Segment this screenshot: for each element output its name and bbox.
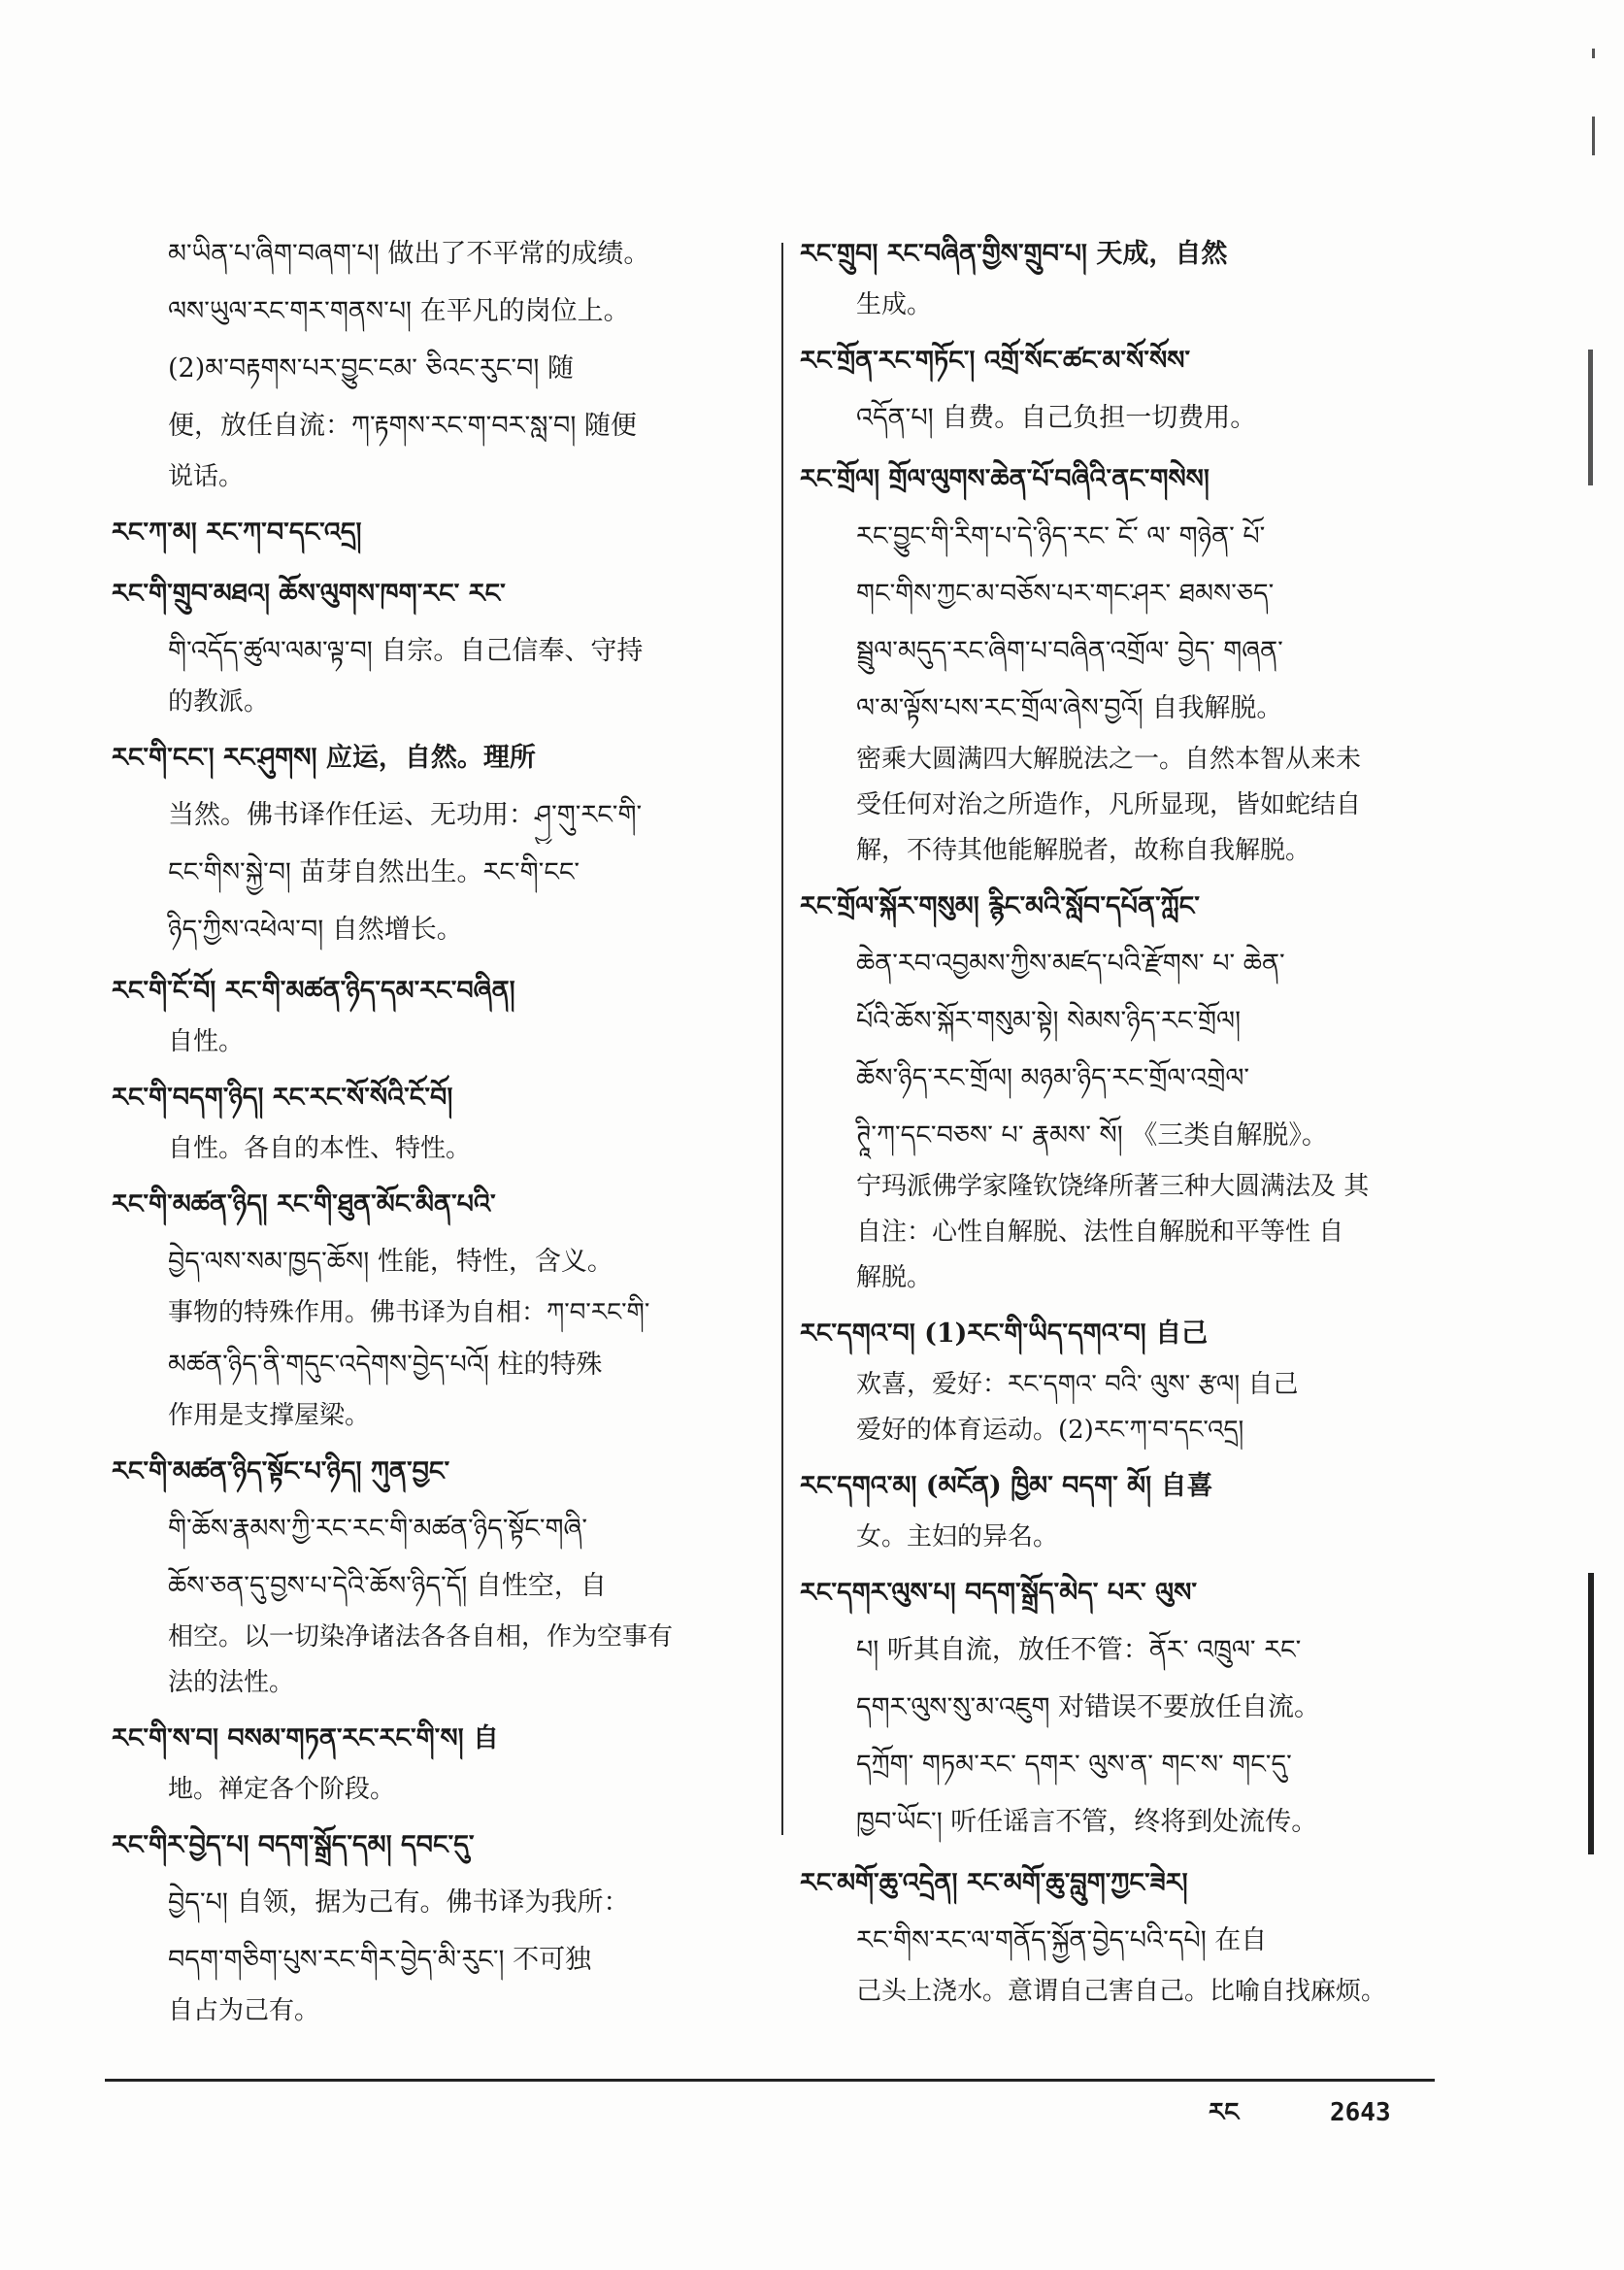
entry-headword-line: རང་ཀ་མ། རང་ཀ་བ་དང་འདྲ། (112, 517, 362, 548)
left-column (112, 225, 764, 2038)
entry-text-line: རང་གིས་རང་ལ་གནོད་སྐྱོན་བྱེད་པའི་དཔེ། 在自 (856, 1925, 1268, 1955)
entry-text-line: ལ་མ་ལྟོས་པས་རང་གྲོལ་ཞེས་བྱའོ། 自我解脱。 (856, 693, 1283, 723)
entry-definition-line: 生成。 (856, 290, 933, 319)
entry-text-line: བྱེད་ལས་སམ་ཁྱད་ཆོས། 性能，特性，含义。 (168, 1247, 613, 1277)
entry-definition-line: 自注：心性自解脱、法性自解脱和平等性 自 (856, 1218, 1344, 1247)
column-divider (781, 243, 783, 1835)
entry-text-line: 便，放任自流：ཀ་རྟགས་རང་ག་བར་སླ་བ། 随便 (168, 411, 637, 441)
entry-definition-line: 受任何对治之所造作，凡所显现，皆如蛇结自 (856, 790, 1362, 819)
dictionary-entry (800, 451, 1452, 874)
dictionary-entry (112, 565, 764, 725)
entry-definition-line: 相空。以一切染净诸法各各自相，作为空事有 (168, 1622, 674, 1652)
entry-definition-line: 女。主妇的异名。 (856, 1522, 1059, 1552)
entry-headword-line: རང་གི་མཚན་ཉིད་སྟོང་པ་ཉིད། ཀུན་བྱང་ (112, 1456, 450, 1486)
entry-text-line: གི་འདོད་ཚུལ་ལམ་ལྟ་བ། 自宗。自己信奉、守持 (168, 636, 644, 666)
entry-headword-line: རང་གྲུབ། རང་བཞིན་གྱིས་གྲུབ་པ། 天成，自然 (800, 239, 1228, 269)
entry-text-line: དགར་ལུས་སུ་མ་འཇུག 对错误不要放任自流。 (856, 1692, 1321, 1722)
entry-headword-line: རང་དགར་ལུས་པ། བདག་སྒྲོད་མེད་ པར་ ལུས་ (800, 1578, 1198, 1608)
edge-mark (1592, 49, 1595, 58)
entry-text-line: ཉིད་ཀྱིས་འཕེལ་བ། 自然增长。 (168, 915, 463, 945)
entry-text-line: ངང་གིས་སྐྱེ་བ། 苗芽自然出生。རང་གི་ངང་ (168, 857, 580, 887)
entry-definition-line: 爱好的体育运动。(2)རང་ཀ་བ་དང་འདྲ། (856, 1416, 1244, 1445)
entry-text-line: (2)མ་བརྟགས་པར་བྱུང་ངམ་ ཅིའང་རུང་བ། 随 (168, 353, 574, 384)
entry-text-line: ཆོས་ཅན་དུ་བྱས་པ་དེའི་ཆོས་ཉིད་དོ། 自性空，自 (168, 1571, 607, 1601)
dictionary-entry (800, 1564, 1452, 1851)
edge-mark (1592, 117, 1595, 155)
entry-headword-line: རང་གི་མཚན་ཉིད། རང་གི་ཐུན་མོང་མིན་པའི་ (112, 1189, 496, 1219)
entry-text-line: བདག་གཅིག་པུས་རང་གིར་བྱེད་མི་རུང་། 不可独 (168, 1945, 592, 1975)
entry-headword-line: རང་གི་ངང་། རང་ཤུགས། 应运，自然。理所 (112, 743, 536, 773)
entry-definition-line: 自性。各自的本性、特性。 (168, 1134, 472, 1163)
entry-headword-line: རང་གི་ངོ་བོ། རང་གི་མཚན་ཉིད་དམ་རང་བཞིན། (112, 976, 515, 1006)
entry-definition-line: 的教派。 (168, 687, 270, 717)
entry-text-line: གང་གིས་ཀྱང་མ་བཅོས་པར་གང་ཤར་ ཐམས་ཅད་ (856, 579, 1275, 609)
entry-text-line: འདོན་པ། 自费。自己负担一切费用。 (856, 403, 1257, 433)
right-column (800, 225, 1452, 2019)
entry-headword-line: རང་མགོ་ཆུ་འདྲེན། རང་མགོ་ཆུ་བླུག་ཀྱང་ཟེར། (800, 1868, 1188, 1898)
dictionary-entry (112, 1176, 764, 1439)
dictionary-entry (112, 962, 764, 1065)
entry-text-line: ལས་ཡུལ་རང་གར་གནས་པ། 在平凡的岗位上。 (168, 296, 630, 326)
dictionary-entry (800, 1305, 1452, 1453)
dictionary-entry (112, 1710, 764, 1813)
entry-text-line: རང་བྱུང་གི་རིག་པ་དེ་ཉིད་རང་ ངོ་ ལ་ གཉེན་ པོ་ (856, 521, 1266, 551)
entry-definition-line: 作用是支撑屋梁。 (168, 1401, 371, 1430)
dictionary-entry (112, 1069, 764, 1172)
entry-text-line: ཆེན་རབ་འབྱམས་ཀྱིས་མཛད་པའི་རྫོགས་ པ་ ཆེན་ (856, 949, 1285, 979)
entry-headword-line: རང་གི་ས་བ། བསམ་གཏན་རང་རང་གི་ས། 自 (112, 1723, 499, 1753)
entry-text-line: ཊཱི་ཀ་དང་བཅས་ པ་ རྣམས་ སོ། 《三类自解脱》。 (856, 1120, 1328, 1151)
bottom-rule (105, 2079, 1435, 2082)
entry-headword-line: རང་གྲོལ་སྐོར་གསུམ། རྙིང་མའི་སློབ་དཔོན་ཀློང་ (800, 891, 1200, 921)
dictionary-entry (800, 332, 1452, 447)
dictionary-entry (800, 1457, 1452, 1560)
entry-definition-line: 宁玛派佛学家隆钦饶绛所著三种大圆满法及 其 (856, 1172, 1370, 1201)
entry-headword-line: རང་གྲོན་རང་གཏོང་། འགྲོ་སོང་ཚང་མ་སོ་སོས་ (800, 346, 1191, 376)
entry-text-line: མཚན་ཉིད་ནི་གདུང་འདེགས་བྱེད་པའོ། 柱的特殊 (168, 1350, 603, 1380)
dictionary-entry (112, 1443, 764, 1706)
entry-definition-line: 欢喜，爱好：རང་དགའ་ བའི་ ལུས་ རྩལ། 自己 (856, 1370, 1299, 1399)
entry-headword-line: རང་དགའ་བ། (1)རང་གི་ཡིད་དགའ་བ། 自己 (800, 1319, 1209, 1349)
dictionary-entry (800, 878, 1452, 1301)
entry-definition-line: 法的法性。 (168, 1668, 295, 1697)
entry-text-line: མ་ཡིན་པ་ཞིག་བཞག་པ། 做出了不平常的成绩。 (168, 239, 650, 269)
entry-definition-line: 自性。 (168, 1027, 245, 1056)
dictionary-entry (112, 504, 764, 561)
entry-definition-line: 说话。 (168, 462, 245, 491)
entry-headword-line: རང་གི་བདག་ཉིད། རང་རང་སོ་སོའི་ངོ་བོ། (112, 1083, 453, 1113)
entry-text-line: པ། 听其自流，放任不管：ནོར་ འཁྲུལ་ རང་ (856, 1635, 1302, 1665)
dictionary-entry (112, 225, 764, 500)
running-head: རང (1209, 2098, 1240, 2127)
entry-text-line: གི་ཆོས་རྣམས་ཀྱི་རང་རང་གི་མཚན་ཉིད་སྟོང་གཞི་ (168, 1514, 588, 1544)
entry-text-line: ཁྱབ་ཡོང་། 听任谣言不管，终将到处流传。 (856, 1807, 1318, 1837)
dictionary-entry (112, 729, 764, 958)
entry-text-line: བྱེད་པ། 自领，据为己有。佛书译为我所： (168, 1887, 630, 1918)
entry-text-line: 当然。佛书译作任运、无功用：ཤྱུ་གུ་རང་གི་ (168, 800, 643, 830)
page-number: 2643 (1330, 2098, 1391, 2127)
edge-mark (1588, 1573, 1594, 1854)
entry-definition-line: 己头上浇水。意谓自己害自己。比喻自找麻烦。 (856, 1977, 1387, 2006)
entry-headword-line: རང་གྲོལ། གྲོལ་ལུགས་ཆེན་པོ་བཞིའི་ནང་གསེས། (800, 464, 1210, 494)
entry-text-line: སྦྲུལ་མདུད་རང་ཞིག་པ་བཞིན་འགྲོལ་ བྱེད་ གཞན་ (856, 636, 1283, 666)
entry-text-line: ཆོས་ཉིད་རང་གྲོལ། མཉམ་ཉིད་རང་གྲོལ་འགྲེལ་ (856, 1063, 1250, 1093)
entry-definition-line: 地。禅定各个阶段。 (168, 1775, 396, 1804)
edge-mark (1588, 350, 1593, 485)
entry-definition-line: 密乘大圆满四大解脱法之一。自然本智从来未 (856, 745, 1362, 774)
entry-definition-line: 事物的特殊作用。佛书译为自相：ཀ་བ་རང་གི་ (168, 1298, 650, 1327)
entry-text-line: དཀྲོག་ གཏམ་རང་ དགར་ ལུས་ན་ གང་ས་ གང་དུ་ (856, 1750, 1292, 1780)
entry-definition-line: 自占为己有。 (168, 1996, 320, 2025)
entry-headword-line: རང་གིར་བྱེད་པ། བདག་སྒྲོད་དམ། དབང་དུ་ (112, 1830, 475, 1860)
entry-headword-line: རང་གི་གྲུབ་མཐའ། ཆོས་ལུགས་ཁག་རང་ རང་ (112, 579, 506, 609)
dictionary-entry (800, 225, 1452, 328)
entry-definition-line: 解，不待其他能解脱者，故称自我解脱。 (856, 836, 1311, 865)
dictionary-entry (800, 1854, 1452, 2015)
dictionary-entry (112, 1817, 764, 2034)
entry-definition-line: 解脱。 (856, 1263, 933, 1292)
entry-text-line: པོའི་ཆོས་སྐོར་གསུམ་སྟེ། སེམས་ཉིད་རང་གྲོལ། (856, 1006, 1242, 1036)
entry-headword-line: རང་དགའ་མ། (མངོན) ཁྱིམ་ བདག་ མོ། 自喜 (800, 1471, 1213, 1501)
